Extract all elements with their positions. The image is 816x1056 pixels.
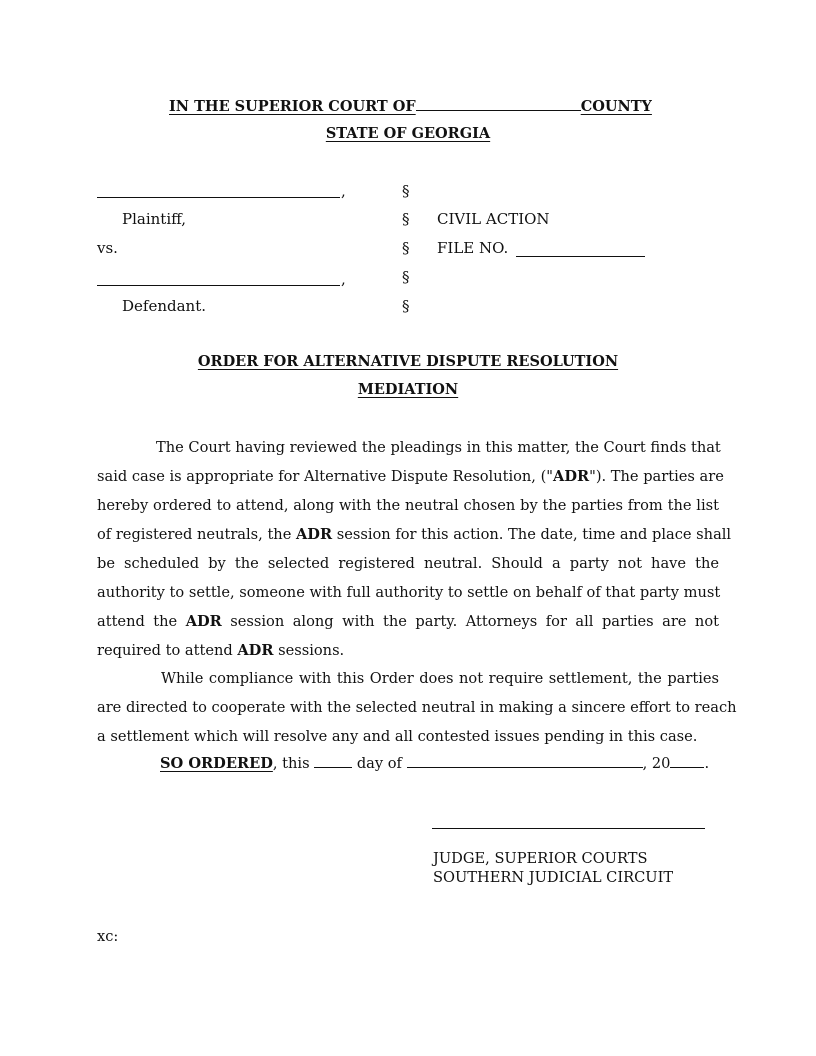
section-symbol: § xyxy=(402,268,410,286)
judge-signature-line xyxy=(432,828,705,829)
so-ordered-line: SO ORDERED, this day of , 20 . xyxy=(160,755,710,772)
order-paragraph-1 xyxy=(97,433,732,665)
civil-action-label: CIVIL ACTION xyxy=(437,210,550,228)
paragraph-line: authority to settle, someone with full authority to settle on behalf of that party must xyxy=(97,584,721,601)
adr-term: ADR xyxy=(237,642,274,659)
paragraph-line: said case is appropriate for Alternative Dispute Resolution, ("ADR"). The parties are xyxy=(97,468,724,485)
defendant-label: Defendant. xyxy=(122,297,206,315)
judicial-circuit: SOUTHERN JUDICIAL CIRCUIT xyxy=(433,869,674,886)
order-title: ORDER FOR ALTERNATIVE DISPUTE RESOLUTION xyxy=(197,353,619,370)
adr-term: ADR xyxy=(185,613,222,630)
defendant-comma: , xyxy=(341,270,346,288)
court-header-left: IN THE SUPERIOR COURT OF xyxy=(169,98,416,115)
adr-term: ADR xyxy=(553,468,590,485)
adr-term: ADR xyxy=(295,526,333,543)
paragraph-line: While compliance with this Order does not require settlement, the parties xyxy=(161,670,719,687)
order-subtitle: MEDIATION xyxy=(357,381,459,398)
section-symbol: § xyxy=(402,297,410,315)
plaintiff-name-blank xyxy=(97,197,340,198)
paragraph-line: hereby ordered to attend, along with the neutral chosen by the parties from the list xyxy=(97,497,719,514)
order-paragraph-2 xyxy=(97,664,737,751)
paragraph-line: required to attend ADR sessions. xyxy=(97,642,345,659)
court-header-line xyxy=(169,97,652,115)
paragraph-line: attend the ADR session along with the party. Attorneys for all parties are not xyxy=(97,613,719,630)
court-header-state: STATE OF GEORGIA xyxy=(325,125,491,142)
section-symbol: § xyxy=(402,182,410,200)
paragraph-line: The Court having reviewed the pleadings in this matter, the Court finds that xyxy=(156,439,721,456)
defendant-name-blank xyxy=(97,285,340,286)
plaintiff-label: Plaintiff, xyxy=(122,210,187,228)
court-header-county: COUNTY xyxy=(580,98,652,115)
paragraph-line: are directed to cooperate with the selected neutral in making a sincere effort to reach xyxy=(97,699,737,716)
versus-label: vs. xyxy=(97,239,118,257)
file-no-blank xyxy=(516,256,645,257)
county-blank xyxy=(416,97,581,111)
copies-to-label: xc: xyxy=(97,928,119,945)
paragraph-line: of registered neutrals, the ADR session for this action. The date, time and place shall xyxy=(97,526,732,543)
year-blank xyxy=(670,753,704,768)
paragraph-line: be scheduled by the selected registered neutral. Should a party not have the xyxy=(97,555,719,572)
day-blank xyxy=(314,753,352,768)
month-blank xyxy=(407,753,643,768)
so-ordered-label: SO ORDERED xyxy=(160,755,273,772)
section-symbol: § xyxy=(402,210,410,228)
judge-title: JUDGE, SUPERIOR COURTS xyxy=(433,850,648,867)
paragraph-line: a settlement which will resolve any and all contested issues pending in this case. xyxy=(97,728,698,745)
plaintiff-comma: , xyxy=(341,182,346,200)
section-symbol: § xyxy=(402,239,410,257)
file-no-label: FILE NO. xyxy=(437,239,509,257)
